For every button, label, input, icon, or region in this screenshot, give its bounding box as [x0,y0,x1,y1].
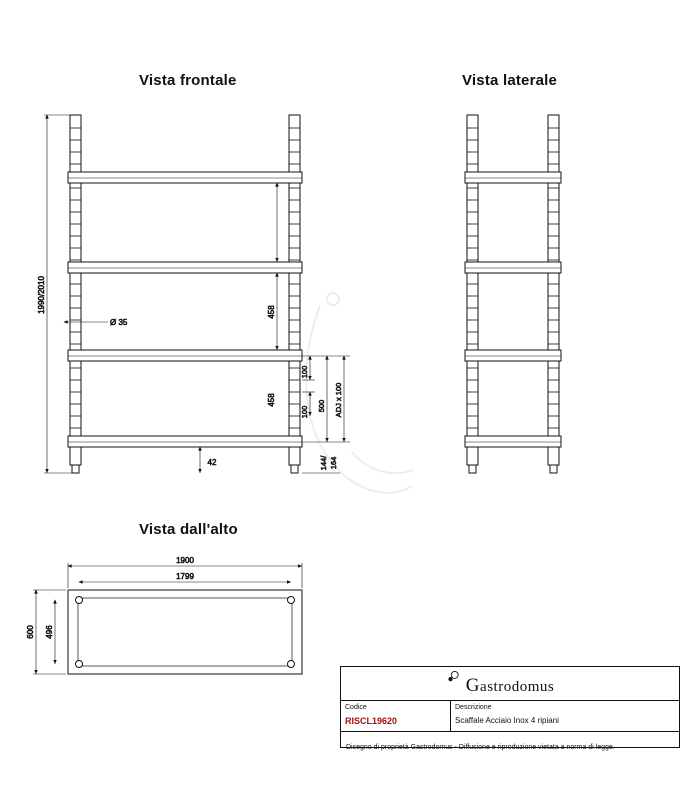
side-shelves [465,172,561,447]
front-view-title: Vista frontale [139,72,237,89]
side-view-geometry [465,115,561,473]
title-block-fields [341,701,679,732]
dim-overall-height: 1990/2010 [37,276,46,314]
description-label: Descrizione [455,704,492,711]
description-field [451,701,679,731]
dim-bottom-2: 164 [329,456,338,470]
top-view-geometry [68,590,302,674]
dim-bottom-1: 144/ [319,455,328,471]
side-view-title: Vista laterale [462,72,558,89]
gastrodomus-logo-icon [447,670,461,684]
front-view-geometry [68,115,302,473]
front-view-dimensions [37,115,350,473]
copyright-note: Disegno di proprietà Gastrodomus - Diffusione e riproduzione vietata a norma di legge. [346,744,615,751]
dim-top-inner-width: 1799 [176,572,194,581]
description-value: Scaffale Acciaio Inox 4 ripiani [455,716,559,725]
dim-adj-step-lower: 100 [300,405,309,419]
title-block [340,666,680,751]
dim-top-overall-depth: 600 [26,625,35,639]
title-block-footer [341,732,679,750]
brand-initial: G [465,675,481,696]
dim-adj-label: ADJ x 100 [334,382,343,418]
brand-rest: astrodomus [480,679,555,695]
dim-foot-height: 42 [207,458,217,467]
dim-adj-total: 500 [317,399,326,413]
dim-top-overall-width: 1900 [176,556,194,565]
dim-adj-step-upper: 100 [300,365,309,379]
dim-hole-diameter: Ø 35 [110,318,128,327]
dim-shelf-gap-lower: 458 [267,393,276,407]
code-field [341,701,451,731]
brand-name [466,675,554,697]
dim-shelf-gap-upper: 458 [267,305,276,319]
code-value: RISCL19620 [345,716,398,726]
code-label: Codice [345,704,367,711]
top-view-title: Vista dall'alto [139,521,238,538]
dim-top-inner-depth: 496 [45,625,54,639]
title-block-logo-row [341,667,679,701]
